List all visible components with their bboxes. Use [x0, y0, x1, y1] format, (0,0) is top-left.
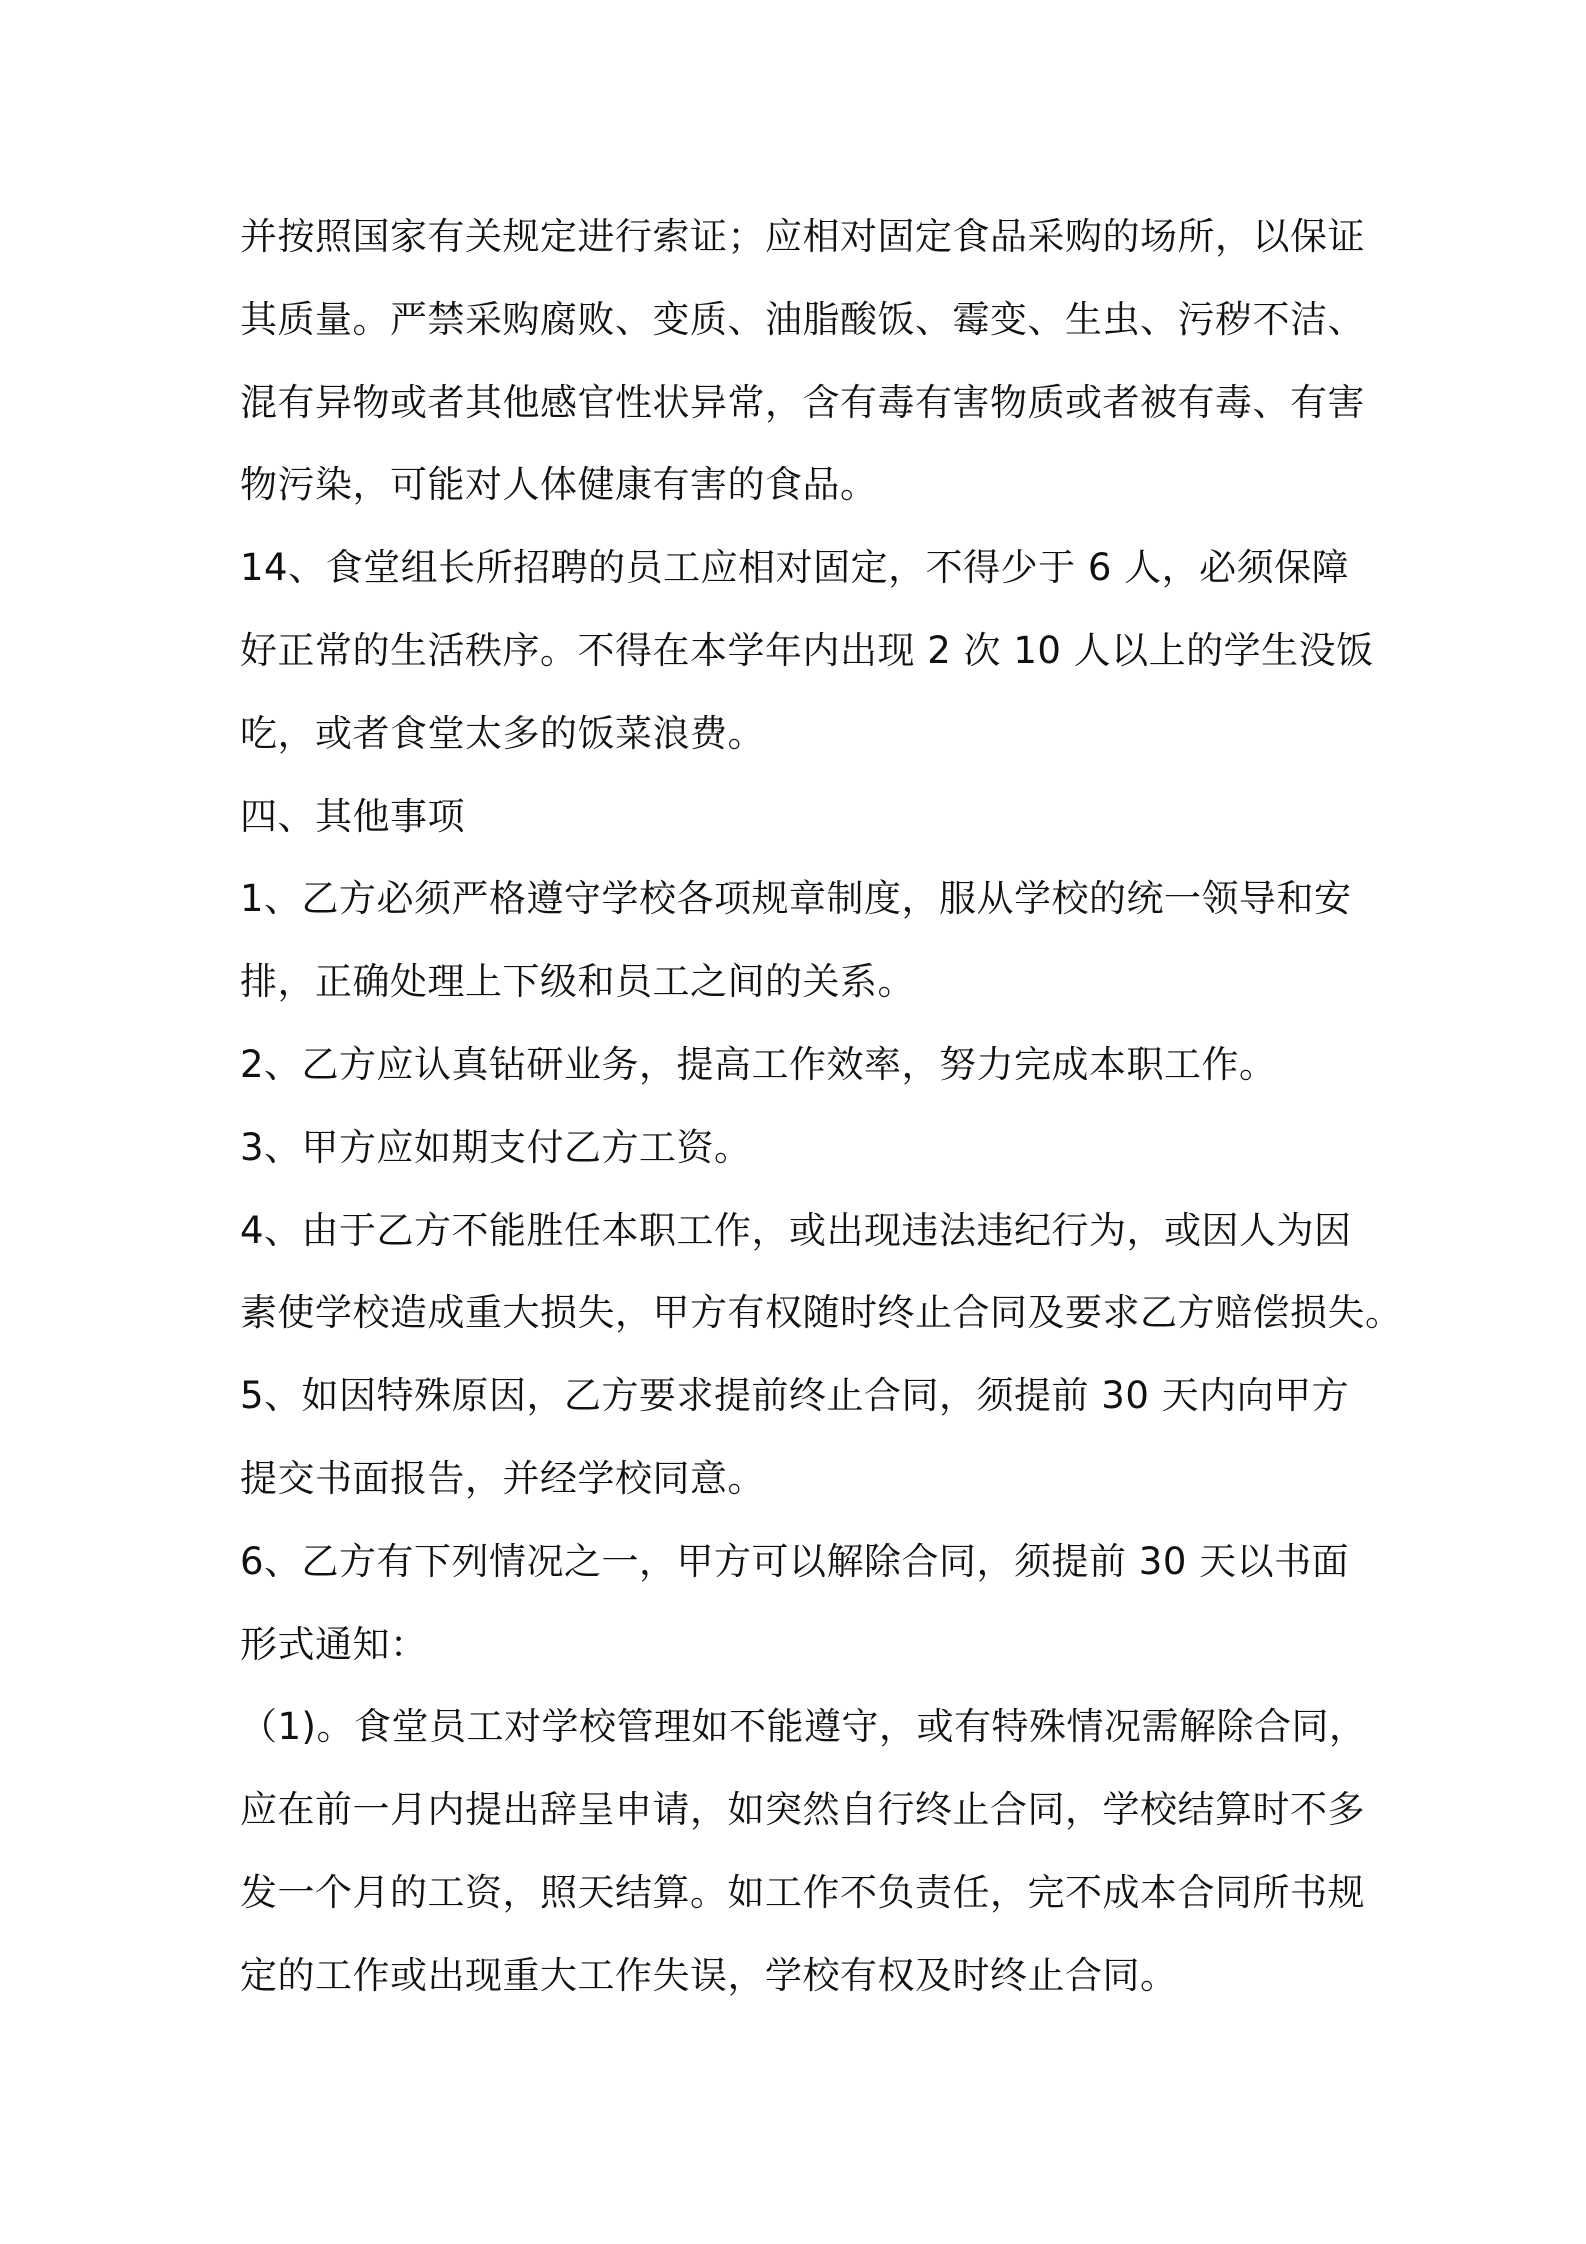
section-heading: 四、其他事项: [240, 794, 465, 838]
text-line: 物污染，可能对人体健康有害的食品。: [240, 463, 878, 507]
text-line: 好正常的生活秩序。不得在本学年内出现 2 次 10 人以上的学生没饭: [240, 628, 1374, 672]
text-line: 吃，或者食堂太多的饭菜浪费。: [240, 711, 765, 755]
document-body: [240, 196, 1403, 2018]
text-line: 并按照国家有关规定进行索证；应相对固定食品采购的场所，以保证: [240, 215, 1365, 258]
text-line: 其质量。严禁采购腐败、变质、油脂酸饭、霉变、生虫、污秽不洁、: [240, 297, 1365, 341]
text-line: （1)。食堂员工对学校管理如不能遵守，或有特殊情况需解除合同，: [240, 1705, 1367, 1749]
text-line: 排，正确处理上下级和员工之间的关系。: [240, 960, 915, 1004]
text-line: 14、食堂组长所招聘的员工应相对固定，不得少于 6 人，必须保障: [240, 546, 1350, 590]
text-line: 混有异物或者其他感官性状异常，含有毒有害物质或者被有毒、有害: [240, 380, 1365, 424]
text-line: 发一个月的工资，照天结算。如工作不负责任，完不成本合同所书规: [240, 1870, 1365, 1914]
text-line: 2、乙方应认真钻研业务，提高工作效率，努力完成本职工作。: [240, 1042, 1277, 1086]
text-line: 定的工作或出现重大工作失误，学校有权及时终止合同。: [240, 1953, 1178, 1997]
text-line: 6、乙方有下列情况之一，甲方可以解除合同，须提前 30 天以书面: [240, 1539, 1350, 1583]
text-line: 素使学校造成重大损失，甲方有权随时终止合同及要求乙方赔偿损失。: [240, 1291, 1403, 1335]
text-line: 提交书面报告，并经学校同意。: [240, 1456, 765, 1500]
text-line: 3、甲方应如期支付乙方工资。: [240, 1125, 752, 1169]
text-line: 5、如因特殊原因，乙方要求提前终止合同，须提前 30 天内向甲方: [240, 1374, 1350, 1418]
text-line: 应在前一月内提出辞呈申请，如突然自行终止合同，学校结算时不多: [240, 1788, 1365, 1832]
text-line: 1、乙方必须严格遵守学校各项规章制度，服从学校的统一领导和安: [240, 877, 1352, 921]
text-line: 4、由于乙方不能胜任本职工作，或出现违法违纪行为，或因人为因: [240, 1208, 1352, 1252]
text-line: 形式通知：: [240, 1622, 428, 1666]
